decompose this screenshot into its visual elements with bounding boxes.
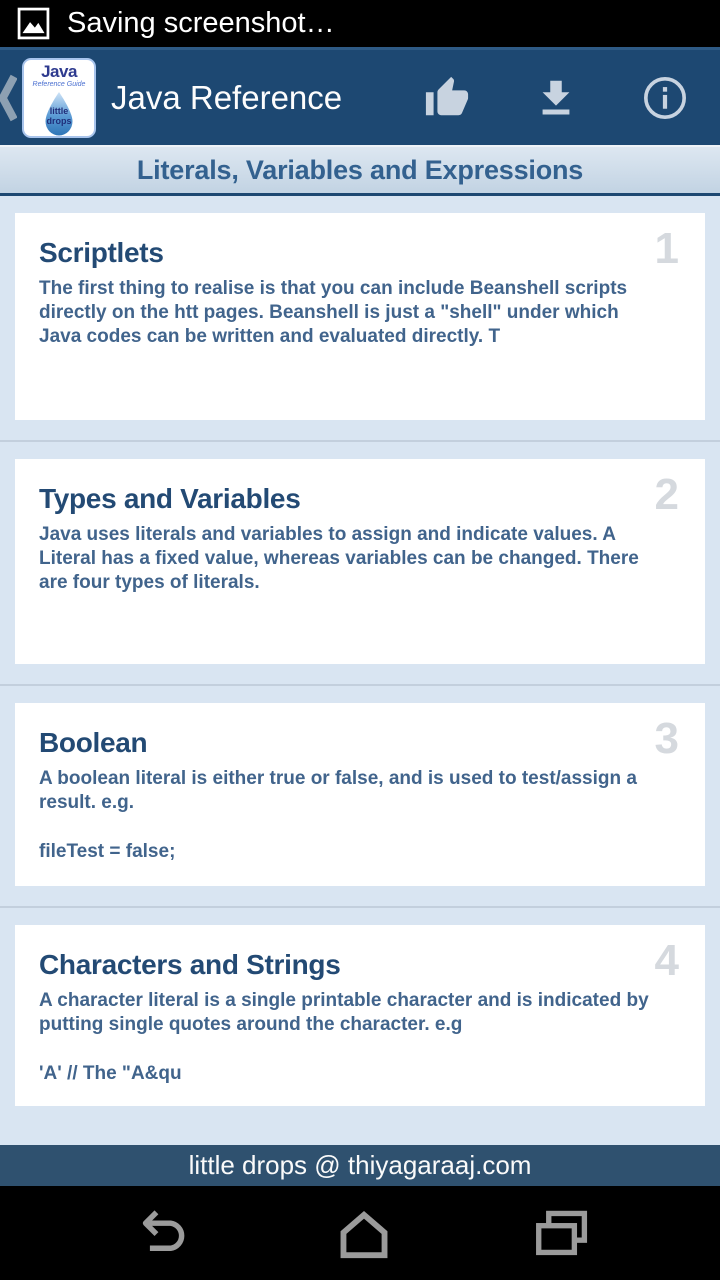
card bbox=[15, 213, 705, 420]
android-nav-bar bbox=[0, 1186, 720, 1280]
app-logo bbox=[22, 58, 96, 138]
item-title: Scriptlets bbox=[39, 237, 164, 268]
logo-title: Java bbox=[41, 61, 77, 81]
status-text: Saving screenshot… bbox=[67, 7, 335, 39]
item-snippet: A boolean literal is either true or false, and is used to test/assign a result. e.g. bbox=[39, 768, 637, 813]
app-header bbox=[0, 47, 720, 145]
item-number: 4 bbox=[654, 936, 679, 985]
item-snippet: The first thing to realise is that you can include Beanshell scripts directly on the htt pages. Beanshell is just a "shell" under which Java codes can be written and evaluated directly. T bbox=[39, 278, 628, 347]
item-number: 3 bbox=[654, 714, 679, 763]
section-header bbox=[0, 145, 720, 196]
card bbox=[15, 459, 705, 664]
card bbox=[15, 925, 705, 1106]
item-number: 2 bbox=[654, 470, 679, 519]
download-icon[interactable] bbox=[533, 75, 579, 121]
image-icon bbox=[17, 7, 50, 40]
header-actions bbox=[424, 75, 720, 121]
list-item-boolean[interactable] bbox=[0, 686, 720, 906]
item-title: Boolean bbox=[39, 727, 148, 758]
section-title: Literals, Variables and Expressions bbox=[136, 154, 584, 185]
item-code: fileTest = false; bbox=[39, 841, 176, 862]
list-item-scriptlets[interactable] bbox=[0, 196, 720, 440]
logo-subtitle: Reference Guide bbox=[32, 80, 86, 88]
recents-icon[interactable] bbox=[532, 1209, 590, 1258]
item-snippet: A character literal is a single printable character and is indicated by putting single quotes around the character. e.g bbox=[39, 990, 649, 1035]
list-item-types-and-variables[interactable] bbox=[0, 442, 720, 684]
thumbs-up-icon[interactable] bbox=[424, 75, 470, 121]
water-drop-icon bbox=[41, 90, 77, 136]
home-icon[interactable] bbox=[336, 1207, 392, 1259]
chevron-left-icon[interactable] bbox=[0, 71, 17, 125]
info-icon[interactable] bbox=[642, 75, 688, 121]
item-snippet: Java uses literals and variables to assign and indicate values. A Literal has a fixed value, whereas variables can be changed. There are four types of literals. bbox=[39, 524, 639, 593]
logo-drop-text: little drops bbox=[46, 105, 72, 126]
item-title: Characters and Strings bbox=[39, 949, 341, 980]
back-icon[interactable] bbox=[130, 1209, 196, 1257]
topic-list bbox=[0, 196, 720, 1145]
footer bbox=[0, 1145, 720, 1186]
footer-text: little drops @ thiyagaraaj.com bbox=[188, 1150, 532, 1180]
item-code: 'A' // The "A&qu bbox=[39, 1063, 182, 1084]
status-bar bbox=[0, 0, 720, 47]
list-item-characters-and-strings[interactable] bbox=[0, 908, 720, 1126]
item-title: Types and Variables bbox=[39, 483, 301, 514]
card bbox=[15, 703, 705, 886]
app-title: Java Reference bbox=[111, 78, 343, 116]
item-number: 1 bbox=[654, 224, 679, 273]
